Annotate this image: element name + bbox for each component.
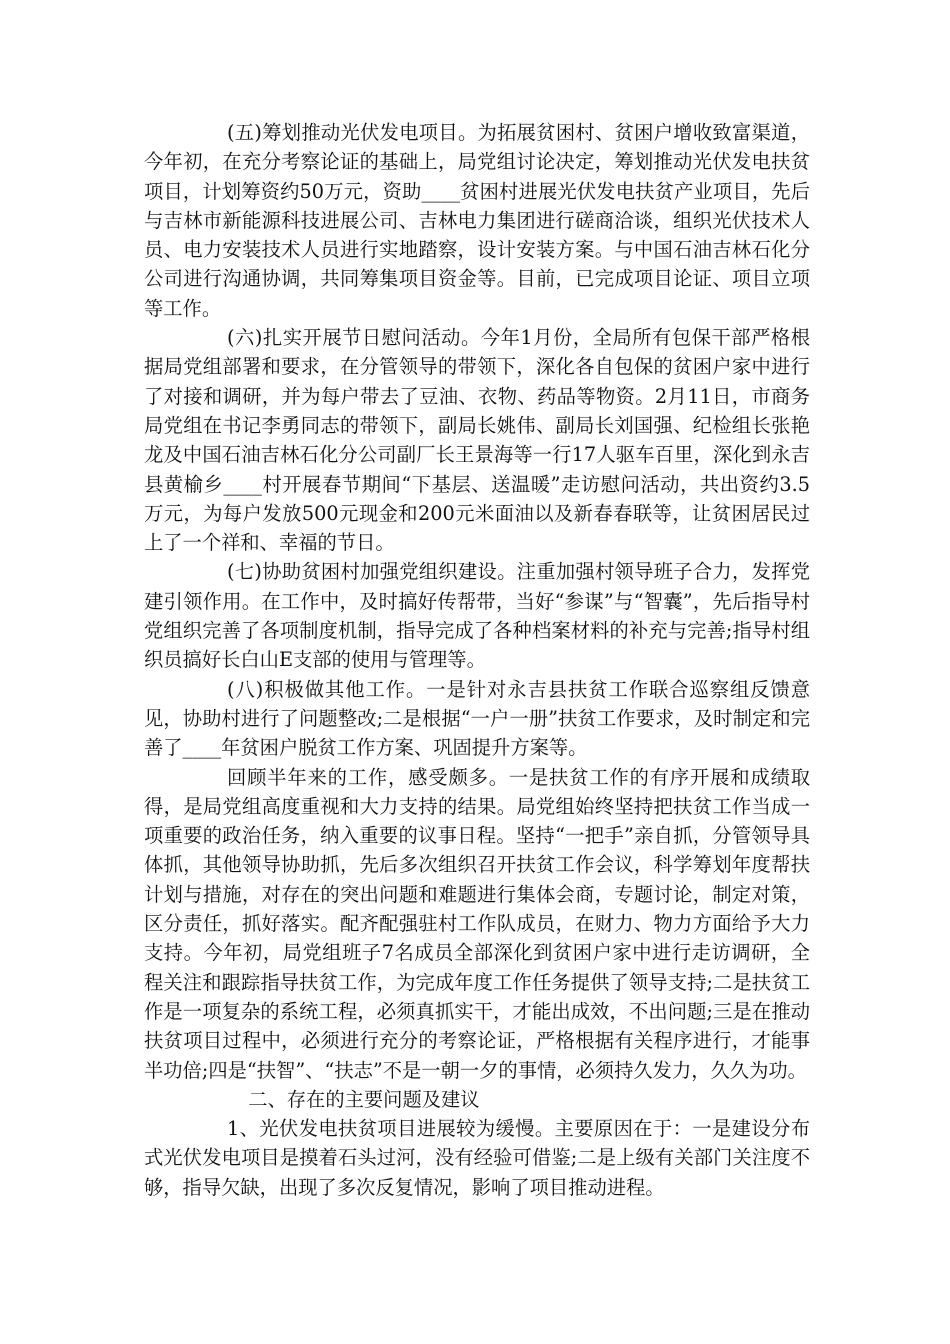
document-body	[144, 118, 810, 1202]
paragraph-party-building: (七)协助贫困村加强党组织建设。注重加强村领导班子合力，发挥党建引领作用。在工作中，及时搞好传帮带，当好“参谋”与“智囊”，先后指导村党组织完善了各项制度机制，指导完成了各种档案材料的补充与完善;指导村组织员搞好长白山E支部的使用与管理等。	[144, 560, 810, 672]
paragraph-pv-project: (五)筹划推动光伏发电项目。为拓展贫困村、贫困户增收致富渠道，今年初，在充分考察论证的基础上，局党组讨论决定，筹划推动光伏发电扶贫项目，计划筹资约50万元，资助____贫困村进展光伏发电扶贫产业项目，先后与吉林市新能源科技进展公司、吉林电力集团进行磋商洽谈，组织光伏技术人员、电力安装技术人员进行实地踏察，设计安装方案。与中国石油吉林石化分公司进行沟通协调，共同筹集项目资金等。目前，已完成项目论证、项目立项等工作。	[144, 121, 810, 320]
paragraph-problem-1: 1、光伏发电扶贫项目进展较为缓慢。主要原因在于：一是建设分布式光伏发电项目是摸着石头过河，没有经验可借鉴;二是上级有关部门关注度不够，指导欠缺，出现了多次反复情况，影响了项目推动进程。	[144, 1117, 810, 1199]
section-heading: 二、存在的主要问题及建议	[248, 1087, 480, 1111]
paragraph-other-work: (八)积极做其他工作。一是针对永吉县扶贫工作联合巡察组反馈意见，协助村进行了问题整改;二是根据“一户一册”扶贫工作要求，及时制定和完善了____年贫困户脱贫工作方案、巩固提升方案等。	[144, 677, 810, 760]
paragraph-holiday-visits: (六)扎实开展节日慰问活动。今年1月份，全局所有包保干部严格根据局党组部署和要求，在分管领导的带领下，深化各自包保的贫困户家中进行了对接和调研，并为每户带去了豆油、衣物、药品等物资。2月11日，市商务局党组在书记李勇同志的带领下，副局长姚伟、副局长刘国强、纪检组长张艳龙及中国石油吉林石化分公司副厂长王景海等一行17人驱车百里，深化到永吉县黄榆乡____村开展春节期间“下基层、送温暖”走访慰问活动，共出资约3.5万元，为每户发放500元现金和200元米面油以及新春春联等，让贫困居民过上了一个祥和、幸福的节日。	[144, 326, 810, 555]
paragraph-review: 回顾半年来的工作，感受颇多。一是扶贫工作的有序开展和成绩取得，是局党组高度重视和大力支持的结果。局党组始终坚持把扶贫工作当成一项重要的政治任务，纳入重要的议事日程。坚持“一把手”亲自抓，分管领导具体抓，其他领导协助抓，先后多次组织召开扶贫工作会议，科学筹划年度帮扶计划与措施，对存在的突出问题和难题进行集体会商，专题讨论，制定对策，区分责任，抓好落实。配齐配强驻村工作队成员，在财力、物力方面给予大力支持。今年初，局党组班子7名成员全部深化到贫困户家中进行走访调研，全程关注和跟踪指导扶贫工作，为完成年度工作任务提供了领导支持;二是扶贫工作是一项复杂的系统工程，必须真抓实干，才能出成效，不出问题;三是在推动扶贫项目过程中，必须进行充分的考察论证，严格根据有关程序进行，才能事半功倍;四是“扶智”、“扶志”不是一朝一夕的事情，必须持久发力，久久为功。	[144, 765, 810, 1082]
